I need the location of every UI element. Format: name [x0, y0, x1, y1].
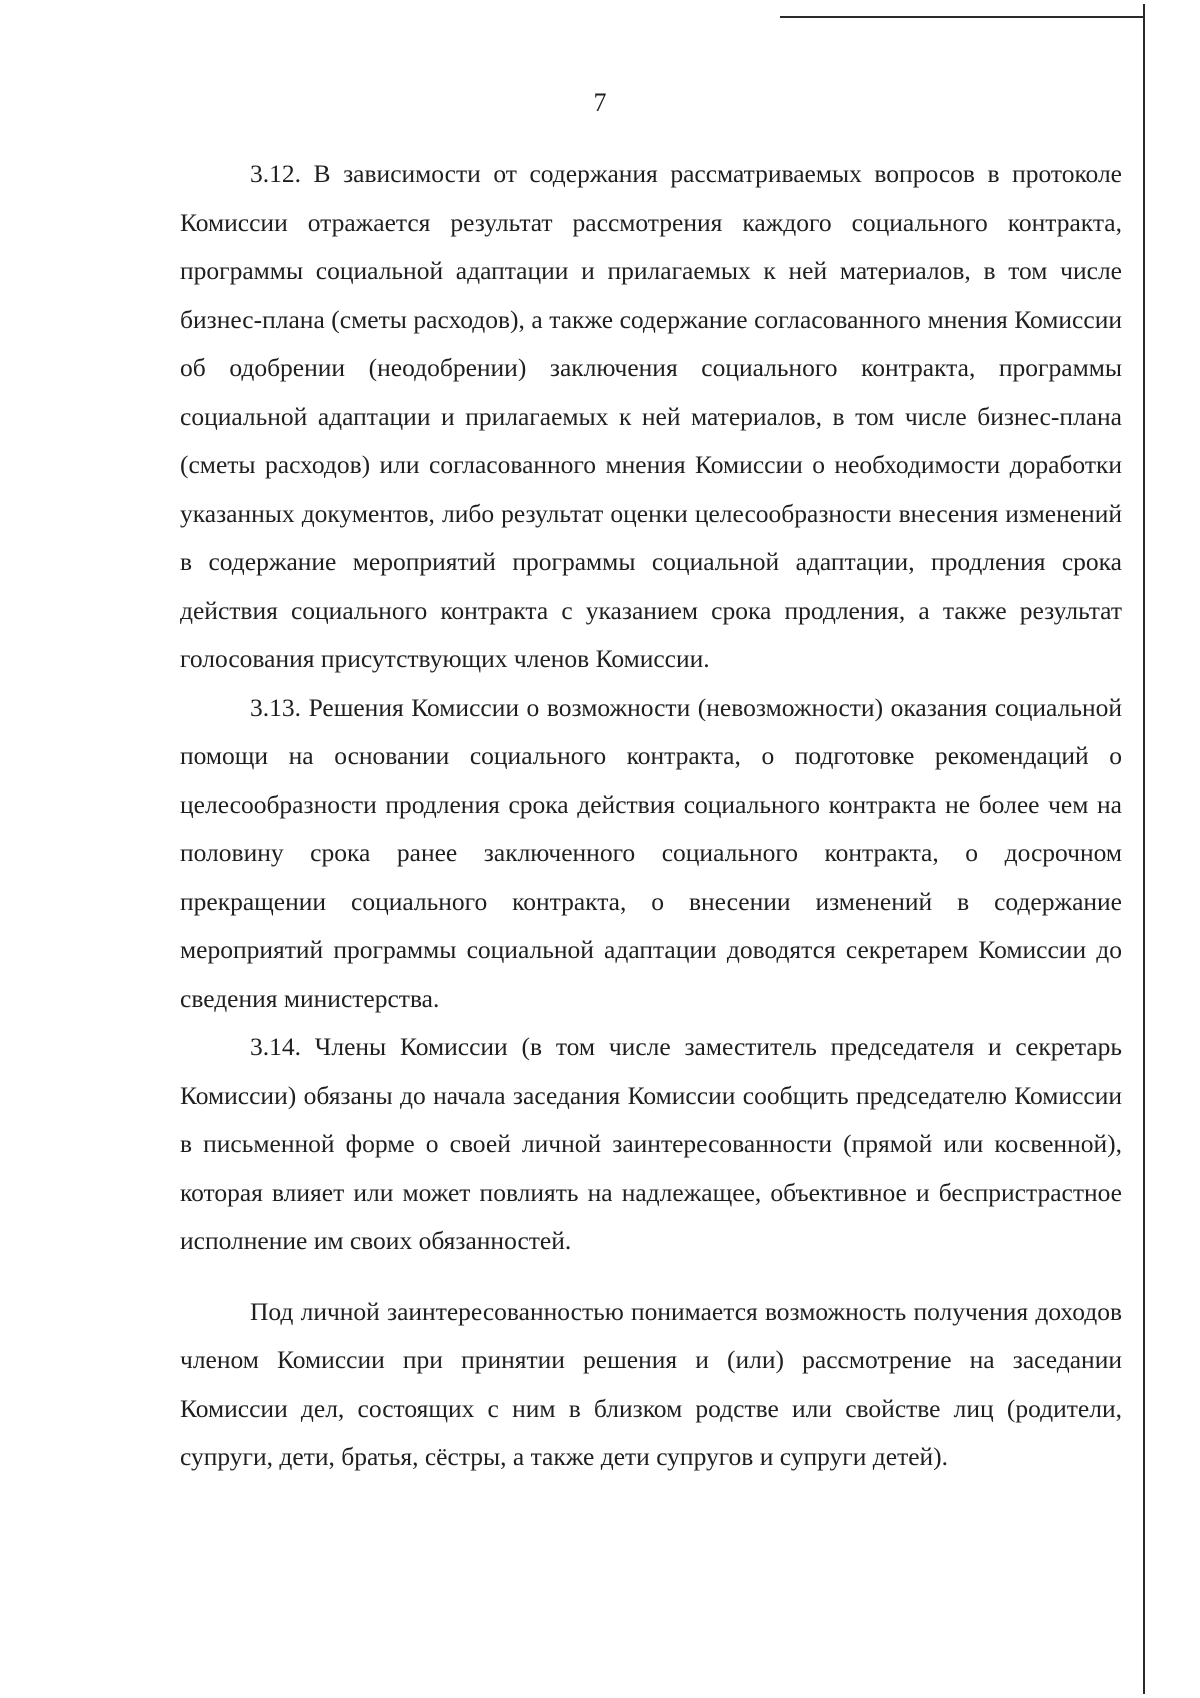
paragraph-3-13: 3.13. Решения Комиссии о возможности (невозможности) оказания социальной помощи на основании социального контракта, о подготовке рекомендаций о целесообразности продления срока действия социального контракта не более чем на половину срока ранее заключенного социального контракта, о досрочном прекращении социального контракта, о внесении изменений в содержание мероприятий программы социальной адаптации доводятся секретарем Комиссии до сведения министерства. [180, 692, 1122, 1013]
paragraph-3-12: 3.12. В зависимости от содержания рассматриваемых вопросов в протоколе Комиссии отражается результат рассмотрения каждого социального контракта, программы социальной адаптации и прилагаемых к ней материалов, в том числе бизнес-плана (сметы расходов), а также содержание согласованного мнения Комиссии об одобрении (неодобрении) заключения социального контракта, программы социальной адаптации и прилагаемых к ней материалов, в том числе бизнес-плана (сметы расходов) или согласованного мнения Комиссии о необходимости доработки указанных документов, либо результат оценки целесообразности внесения изменений в содержание мероприятий программы социальной адаптации, продления срока действия социального контракта с указанием срока продления, а также результат голосования присутствующих членов Комиссии. [180, 159, 1122, 673]
document-body [180, 150, 1122, 1482]
scan-border-right [1143, 4, 1145, 1694]
paragraph-personal-interest: Под личной заинтересованностью понимается возможность получения доходов членом Комиссии при принятии решения и (или) рассмотрение на заседании Комиссии дел, состоящих с ним в близком родстве или свойстве лиц (родители, супруги, дети, братья, сёстры, а также дети супругов и супруги детей). [180, 1296, 1122, 1471]
scan-border-top [780, 16, 1145, 18]
paragraph-3-14: 3.14. Члены Комиссии (в том числе заместитель председателя и секретарь Комиссии) обязаны до начала заседания Комиссии сообщить председателю Комиссии в письменной форме о своей личной заинтересованности (прямой или косвенной), которая влияет или может повлиять на надлежащее, объективное и беспристрастное исполнение им своих обязанностей. [180, 1032, 1122, 1255]
page-number: 7 [593, 88, 607, 117]
